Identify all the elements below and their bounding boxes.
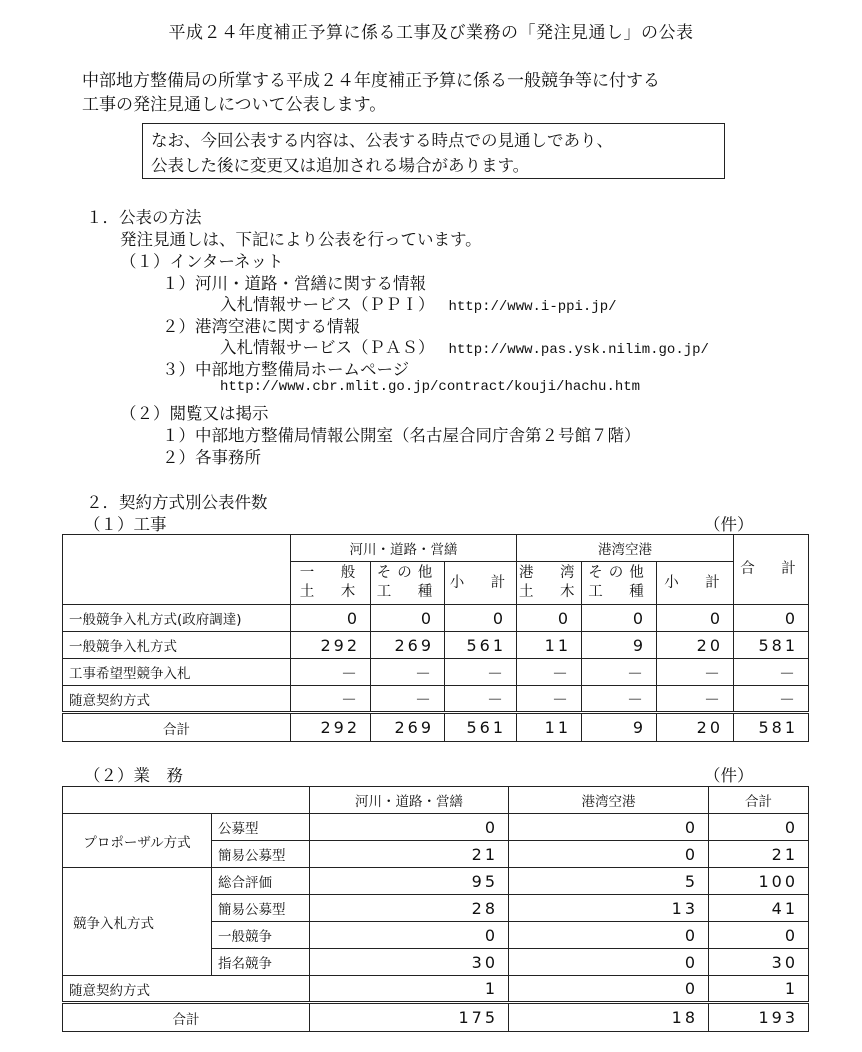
header-text: 工 種 [376,584,439,600]
cell: － [657,659,734,686]
row-label: 公募型 [212,814,310,841]
header-text: 一 般 [299,565,362,581]
cell: 0 [509,922,709,949]
cell: 30 [310,949,509,976]
notice-line-2: 公表した後に変更又は追加される場合があります。 [151,156,530,175]
cell: 1 [709,976,809,1003]
cell: － [371,686,445,713]
header-text: その他 [588,565,650,581]
header-group-river: 河川・道路・営繕 [291,535,517,562]
construction-unit: （件） [704,515,754,534]
display-item-1: １）中部地方整備局情報公開室（名古屋合同庁舎第２号館７階） [162,426,641,445]
item1-service: 入札情報サービス（ＰＰＩ） [220,295,435,314]
header-port-other [582,562,657,605]
group-label: プロポーザル方式 [63,814,212,868]
construction-table [62,534,809,742]
table-row [63,659,809,686]
header-total: 合 計 [734,535,809,605]
cell: － [517,686,582,713]
total-label: 合計 [63,713,291,742]
cell: － [371,659,445,686]
intro-line-2: 工事の発注見通しについて公表します。 [82,95,387,115]
intro-line-1: 中部地方整備局の所掌する平成２４年度補正予算に係る一般競争等に付する [82,71,660,91]
cell: 0 [709,922,809,949]
cell: 20 [657,632,734,659]
header-text: 土 木 [299,584,362,600]
cell: 30 [709,949,809,976]
cell: 269 [371,632,445,659]
notice-box [142,123,725,179]
row-label: 簡易公募型 [212,841,310,868]
item1-label: １）河川・道路・営繕に関する情報 [162,274,426,293]
cell: 0 [517,605,582,632]
row-label: 一般競争入札方式(政府調達) [63,605,291,632]
cell: 9 [582,713,657,742]
cell: 561 [445,632,517,659]
cell: － [582,686,657,713]
cell: 1 [310,976,509,1003]
table-row [63,686,809,713]
section1-lead: 発注見通しは、下記により公表を行っています。 [120,230,482,249]
header-blank [63,787,310,814]
header-group-port: 港湾空港 [517,535,734,562]
cell: 100 [709,868,809,895]
table-row [63,632,809,659]
row-label: 簡易公募型 [212,895,310,922]
cell: 581 [734,713,809,742]
cell: 581 [734,632,809,659]
cell: － [445,686,517,713]
row-label: 工事希望型競争入札 [63,659,291,686]
cell: － [734,659,809,686]
cell: 0 [310,922,509,949]
cell: 0 [371,605,445,632]
cell: 5 [509,868,709,895]
cell: 0 [445,605,517,632]
header-text: 土 木 [519,584,581,600]
cell: － [582,659,657,686]
table-row [63,814,809,841]
cell: － [734,686,809,713]
header-other-types [371,562,445,605]
services-unit: （件） [704,766,754,785]
display-heading: （２）閲覧又は掲示 [120,404,269,423]
cell: 0 [509,814,709,841]
header-port: 港湾空港 [509,787,709,814]
cell: 0 [709,814,809,841]
header-general-civil [291,562,371,605]
cell: 0 [582,605,657,632]
header-text: 港 湾 [519,565,581,581]
row-label: 随意契約方式 [63,686,291,713]
cell: 292 [291,632,371,659]
header-port-subtotal: 小 計 [657,562,734,605]
table-row [63,605,809,632]
internet-heading: （１）インターネット [120,252,284,271]
cell: 18 [509,1003,709,1032]
cell: 11 [517,713,582,742]
total-label: 合計 [63,1003,310,1032]
construction-heading: （１）工事 [84,515,167,534]
ppi-link[interactable]: http://www.i-ppi.jp/ [448,299,617,315]
cell: － [291,659,371,686]
group-label: 競争入札方式 [63,868,212,976]
row-label: 一般競争入札方式 [63,632,291,659]
header-subtotal: 小 計 [445,562,517,605]
cell: 95 [310,868,509,895]
cell: 13 [509,895,709,922]
cell: 28 [310,895,509,922]
pas-link[interactable]: http://www.pas.ysk.nilim.go.jp/ [448,342,709,358]
section1-heading: １．公表の方法 [86,208,202,227]
item1-service-row [220,291,617,315]
total-row [63,1003,809,1032]
notice-line-1: なお、今回公表する内容は、公表する時点での見通しであり、 [151,131,613,150]
row-label: 随意契約方式 [63,976,310,1003]
section2-heading: ２．契約方式別公表件数 [86,493,268,512]
row-label: 指名競争 [212,949,310,976]
cell: 0 [509,976,709,1003]
total-row [63,713,809,742]
item3-label: ３）中部地方整備局ホームページ [162,360,410,379]
cell: 0 [509,949,709,976]
services-heading: （２）業 務 [84,766,183,785]
header-row [63,787,809,814]
table-row [63,976,809,1003]
display-item-2: ２）各事務所 [162,448,261,467]
cell: 269 [371,713,445,742]
cell: 41 [709,895,809,922]
header-blank [63,535,291,605]
cell: 0 [509,841,709,868]
services-table [62,786,809,1032]
cell: 21 [709,841,809,868]
cell: 11 [517,632,582,659]
cell: 292 [291,713,371,742]
cell: 175 [310,1003,509,1032]
header-river: 河川・道路・営繕 [310,787,509,814]
cell: 561 [445,713,517,742]
cell: 0 [734,605,809,632]
cell: 0 [310,814,509,841]
header-port-civil [517,562,582,605]
cell: － [517,659,582,686]
cell: 21 [310,841,509,868]
table-row [63,868,809,895]
item2-service-row [220,334,709,358]
page-title: 平成２４年度補正予算に係る工事及び業務の「発注見通し」の公表 [168,23,694,43]
cell: 0 [291,605,371,632]
cell: 20 [657,713,734,742]
item2-service: 入札情報サービス（ＰＡＳ） [220,338,435,357]
row-label: 総合評価 [212,868,310,895]
cell: － [445,659,517,686]
row-label: 一般競争 [212,922,310,949]
cbr-link[interactable]: http://www.cbr.mlit.go.jp/contract/kouji/hachu.htm [220,379,641,395]
header-text: 工 種 [588,584,650,600]
cell: － [291,686,371,713]
item2-label: ２）港湾空港に関する情報 [162,317,360,336]
header-total: 合計 [709,787,809,814]
cell: － [657,686,734,713]
cell: 0 [657,605,734,632]
cell: 9 [582,632,657,659]
cell: 193 [709,1003,809,1032]
header-text: その他 [376,565,439,581]
